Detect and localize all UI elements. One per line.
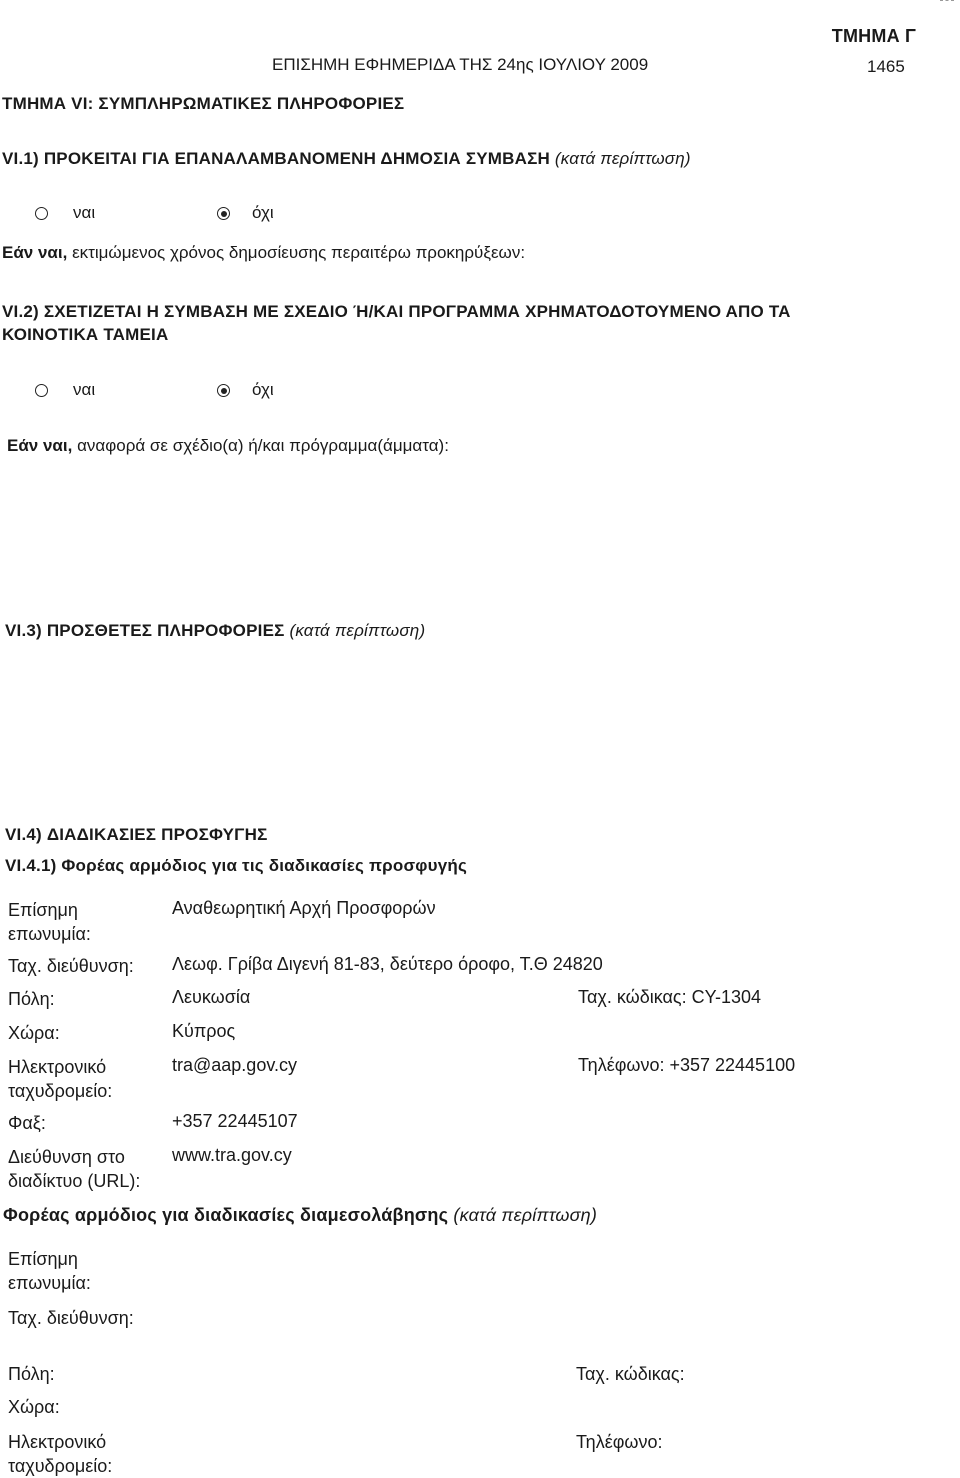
mediation-phone-label: Τηλέφωνο: xyxy=(576,1432,663,1452)
vi1-if-yes-bold: Εάν ναι, xyxy=(2,243,68,262)
phone xyxy=(578,1055,795,1076)
email-value[interactable]: tra@aap.gov.cy xyxy=(172,1055,297,1075)
postal-code-value: CY-1304 xyxy=(691,987,761,1007)
vi1-no-label: όχι xyxy=(252,203,274,222)
phone-value: +357 22445100 xyxy=(669,1055,796,1075)
fax-label: Φαξ: xyxy=(8,1113,46,1133)
part-title: ΤΜΗΜΑ VI: ΣΥΜΠΛΗΡΩΜΑΤΙΚΕΣ ΠΛΗΡΟΦΟΡΙΕΣ xyxy=(2,94,405,113)
mediation-name-label: Επίσημη επωνυμία: xyxy=(8,1249,91,1293)
vi3-title: VI.3) ΠΡΟΣΘΕΤΕΣ ΠΛΗΡΟΦΟΡΙΕΣ xyxy=(5,621,285,640)
vi2-no-label: όχι xyxy=(252,380,274,399)
mediation-email-label: Ηλεκτρονικό ταχυδρομείο: xyxy=(8,1432,113,1476)
postal-code xyxy=(578,987,761,1008)
country-label: Χώρα: xyxy=(8,1023,60,1043)
vi1-qualifier: (κατά περίπτωση) xyxy=(554,149,691,168)
city-value: Λευκωσία xyxy=(172,987,251,1007)
country-value: Κύπρος xyxy=(172,1021,236,1041)
page-number: 1465 xyxy=(867,57,905,76)
vi1-no-radio[interactable] xyxy=(217,207,230,220)
mediation-address-label: Ταχ. διεύθυνση: xyxy=(8,1308,134,1328)
phone-label: Τηλέφωνο: xyxy=(578,1055,665,1075)
vi3-heading xyxy=(5,621,425,641)
vi4-title: VI.4) ΔΙΑΔΙΚΑΣΙΕΣ ΠΡΟΣΦΥΓΗΣ xyxy=(5,825,268,844)
fax-value: +357 22445107 xyxy=(172,1111,298,1131)
vi4-1-title: VI.4.1) Φορέας αρμόδιος για τις διαδικασίες προσφυγής xyxy=(5,856,468,875)
mediation-title: Φορέας αρμόδιος για διαδικασίες διαμεσολάβησης xyxy=(3,1205,449,1225)
vi2-if-yes-text: αναφορά σε σχέδιο(α) ή/και πρόγραμμα(άμματα): xyxy=(77,436,449,455)
url-label: Διεύθυνση στο διαδίκτυο (URL): xyxy=(8,1147,141,1191)
vi1-yes-label: ναι xyxy=(73,203,96,222)
gazette-title: ΕΠΙΣΗΜΗ ΕΦΗΜΕΡΙΔΑ ΤΗΣ 24ης ΙΟΥΛΙΟΥ 2009 xyxy=(272,55,649,74)
vi2-if-yes-bold: Εάν ναι, xyxy=(7,436,73,455)
mediation-heading xyxy=(3,1205,597,1226)
official-name-value: Αναθεωρητική Αρχή Προσφορών xyxy=(172,898,436,918)
vi2-title-line1: VI.2) ΣΧΕΤΙΖΕΤΑΙ Η ΣΥΜΒΑΣΗ ΜΕ ΣΧΕΔΙΟ Ή/ΚΑΙ ΠΡΟΓΡΑΜΜΑ ΧΡΗΜΑΤΟΔΟΤΟΥΜΕΝΟ ΑΠΟ ΤΑ xyxy=(2,302,791,321)
vi2-no-radio[interactable] xyxy=(217,384,230,397)
corner-mark xyxy=(940,0,954,1)
vi2-yes-label: ναι xyxy=(73,380,96,399)
vi1-heading xyxy=(2,149,691,169)
vi2-title-line2: ΚΟΙΝΟΤΙΚΑ ΤΑΜΕΙΑ xyxy=(2,325,169,344)
vi1-yes-radio[interactable] xyxy=(35,207,48,220)
mediation-country-label: Χώρα: xyxy=(8,1397,60,1417)
mediation-postal-label: Ταχ. κώδικας: xyxy=(576,1364,685,1384)
address-value: Λεωφ. Γρίβα Διγενή 81-83, δεύτερο όροφο, Τ.Θ 24820 xyxy=(172,954,603,974)
vi2-if-yes xyxy=(7,436,449,456)
official-name-label: Επίσημη επωνυμία: xyxy=(8,900,91,944)
mediation-qualifier: (κατά περίπτωση) xyxy=(453,1205,598,1225)
postal-code-label: Ταχ. κώδικας: xyxy=(578,987,687,1007)
vi2-yes-radio[interactable] xyxy=(35,384,48,397)
vi3-qualifier: (κατά περίπτωση) xyxy=(289,621,426,640)
vi1-if-yes-text: εκτιμώμενος χρόνος δημοσίευσης περαιτέρω προκηρύξεων: xyxy=(72,243,526,262)
section-heading: ΤΜΗΜΑ Γ xyxy=(831,26,916,46)
email-label: Ηλεκτρονικό ταχυδρομείο: xyxy=(8,1057,113,1101)
vi1-if-yes xyxy=(2,243,525,263)
url-value[interactable]: www.tra.gov.cy xyxy=(172,1145,292,1165)
vi1-title: VI.1) ΠΡΟΚΕΙΤΑΙ ΓΙΑ ΕΠΑΝΑΛΑΜΒΑΝΟΜΕΝΗ ΔΗΜΟΣΙΑ ΣΥΜΒΑΣΗ xyxy=(2,149,550,168)
city-label: Πόλη: xyxy=(8,989,55,1009)
mediation-city-label: Πόλη: xyxy=(8,1364,55,1384)
address-label: Ταχ. διεύθυνση: xyxy=(8,956,134,976)
